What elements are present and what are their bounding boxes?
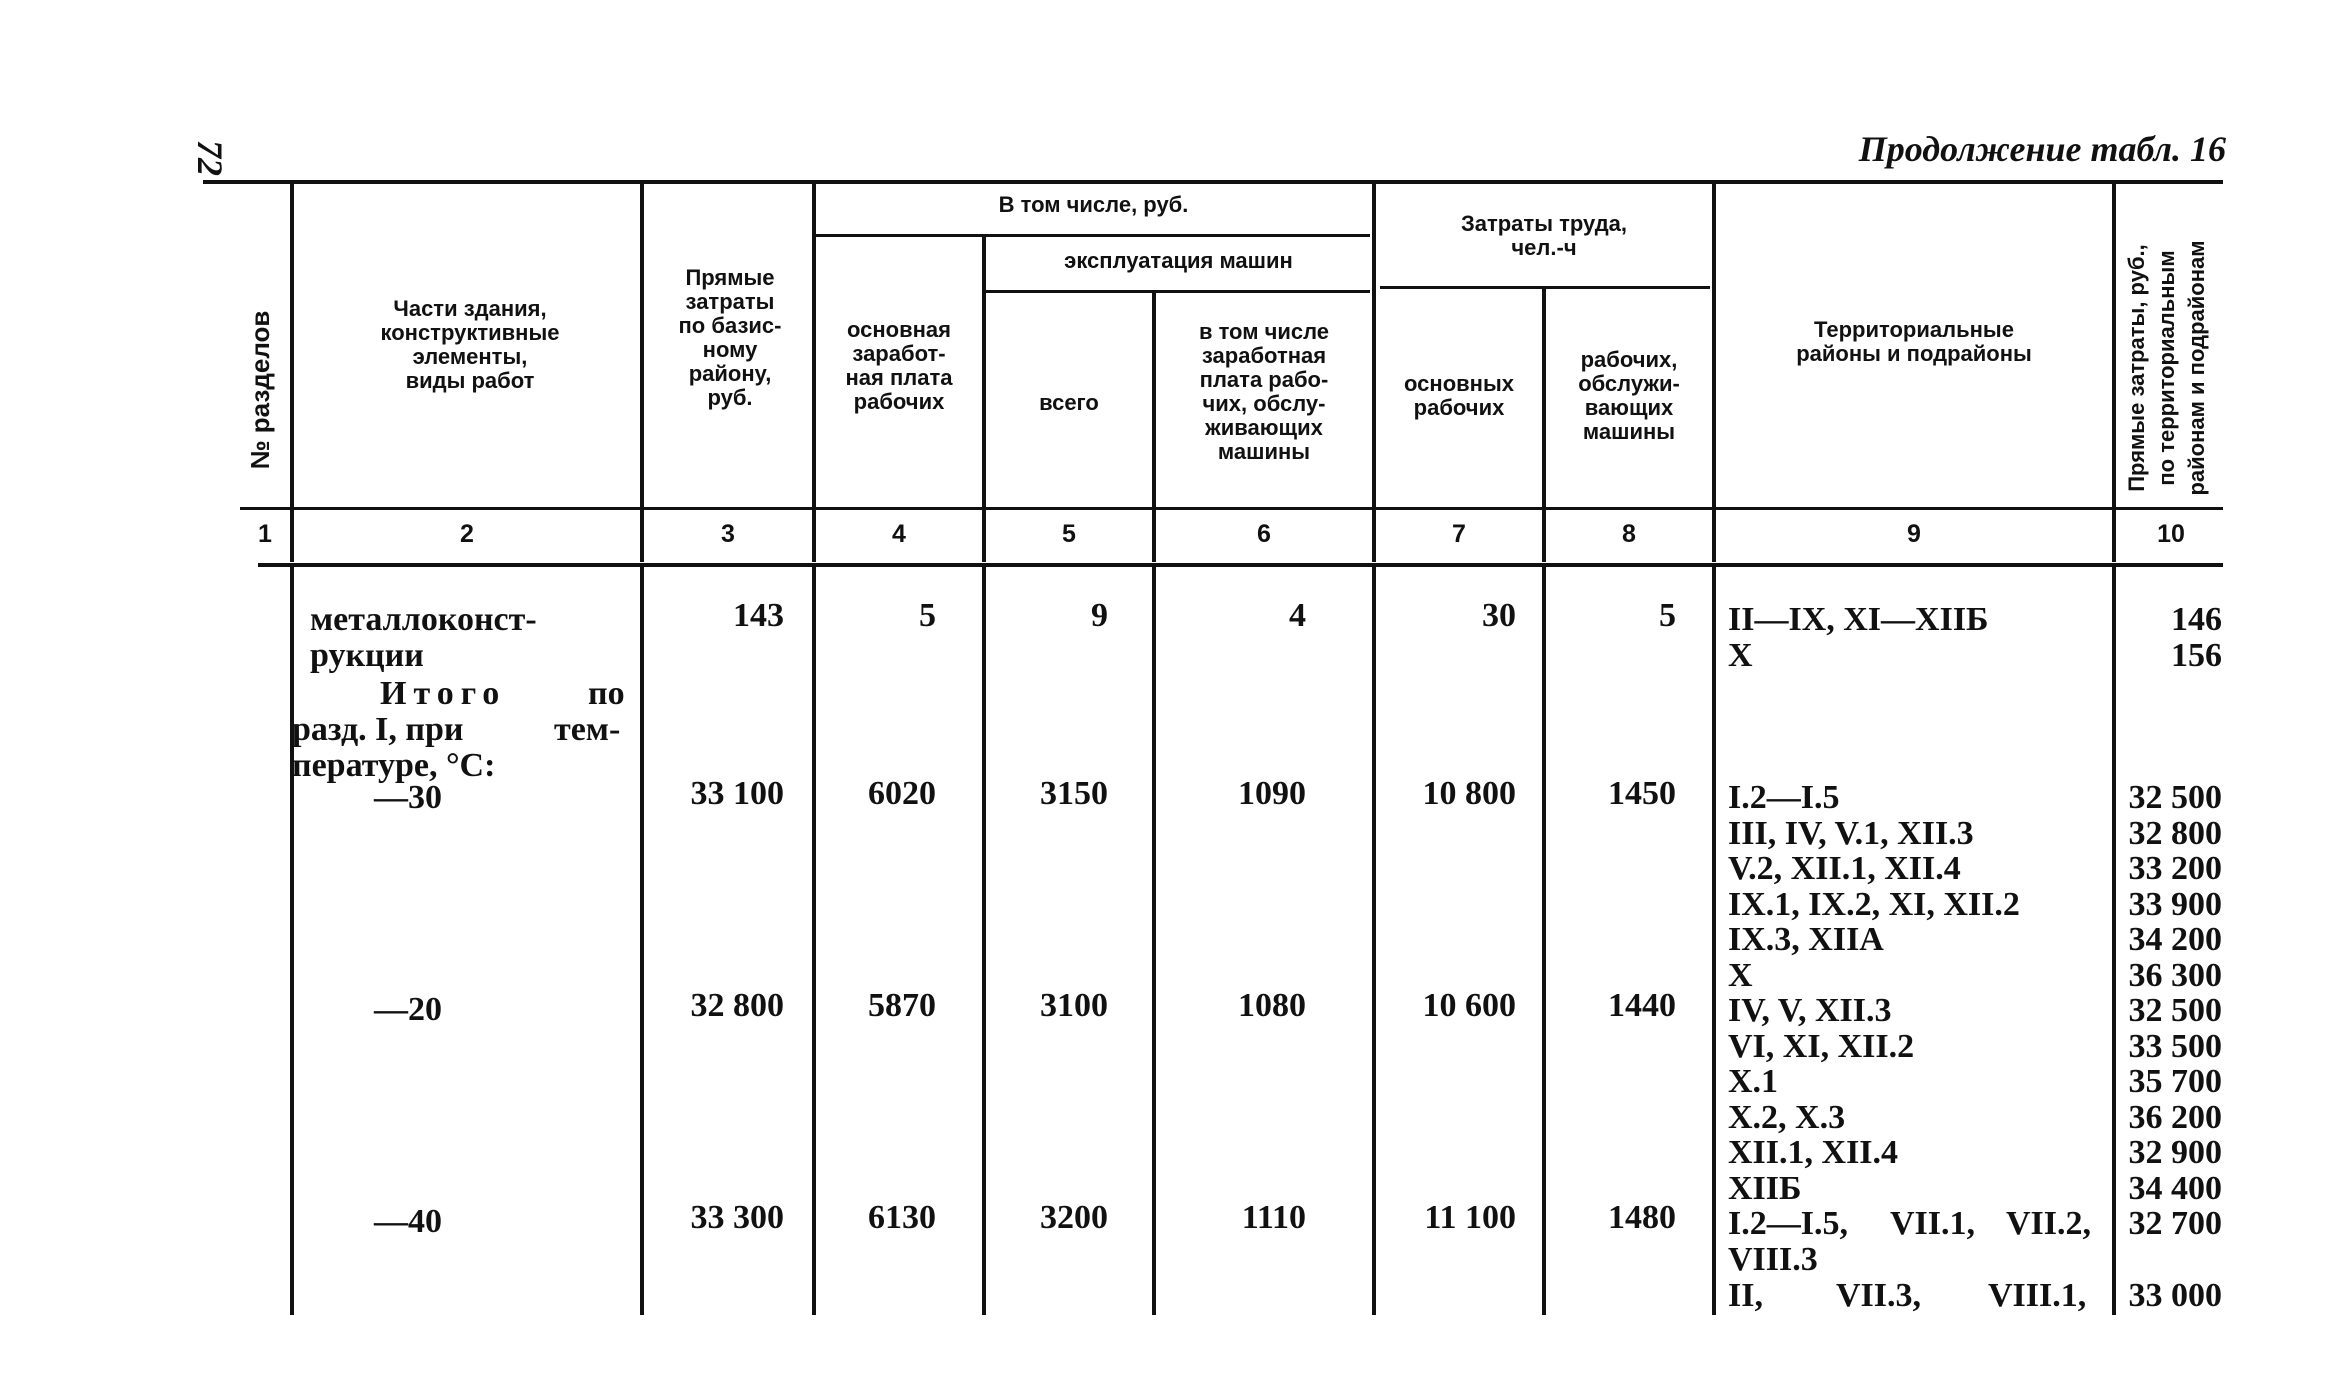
row-m40-total-1: 32 700	[2128, 1205, 2222, 1242]
row-m30-c5: 3150	[1040, 775, 1108, 812]
row-m40-district-3c: VIII.1,	[1988, 1277, 2087, 1314]
row-m40-district-1b: VII.1,	[1890, 1205, 1976, 1242]
colnum-1: 1	[258, 520, 272, 548]
header-col2: Части здания, конструктивные элементы, виды работ	[380, 296, 560, 393]
body-vrule-1	[290, 565, 294, 1315]
vrule-8	[1712, 182, 1716, 562]
header-col10: Прямые затраты, руб., по территориальным районам и подрайонам	[2124, 240, 2209, 496]
row-m40-c8: 1480	[1608, 1199, 1676, 1236]
colnum-6: 6	[1257, 520, 1271, 548]
row-metal-c3: 143	[733, 597, 784, 634]
row-m30-c4: 6020	[868, 775, 936, 812]
row-m20-temp: —20	[374, 991, 442, 1028]
group-cost-rule	[815, 234, 1370, 237]
row-m40-district-3b: VII.3,	[1836, 1277, 1922, 1314]
colnum-8: 8	[1622, 520, 1636, 548]
header-col5: всего	[1039, 390, 1099, 415]
header-col9: Территориальные районы и подрайоны	[1796, 317, 2032, 366]
colnum-9: 9	[1907, 520, 1921, 548]
row-m20-c8: 1440	[1608, 987, 1676, 1024]
row-metal-totals: 146 156	[2171, 601, 2222, 674]
row-m40-temp: —40	[374, 1203, 442, 1240]
row-m20-c3: 32 800	[690, 987, 784, 1024]
row-m30-c7: 10 800	[1422, 775, 1516, 812]
vrule-2	[640, 182, 644, 562]
itogo-label-3: пературе, °С:	[292, 747, 496, 784]
colnum-10: 10	[2157, 520, 2185, 548]
row-m20-c4: 5870	[868, 987, 936, 1024]
row-metal-c8: 5	[1659, 597, 1676, 634]
row-m20-totals: 32 500 33 500 35 700 36 200 32 900 34 400	[2128, 992, 2222, 1207]
row-m40-total-2: 33 000	[2128, 1277, 2222, 1314]
colnum-bottom-rule	[258, 563, 2223, 567]
colnum-2: 2	[460, 520, 474, 548]
row-m40-c6: 1110	[1241, 1199, 1306, 1236]
row-metal-c5: 9	[1091, 597, 1108, 634]
header-bottom-rule	[240, 507, 2223, 510]
row-m30-c6: 1090	[1238, 775, 1306, 812]
row-m20-c6: 1080	[1238, 987, 1306, 1024]
itogo-label-2b: тем-	[554, 711, 621, 748]
header-group-labor: Затраты труда, чел.-ч	[1460, 211, 1628, 260]
row-m30-temp: —30	[374, 779, 442, 816]
row-metal-name: металлоконст- рукции	[310, 601, 537, 674]
row-m40-district-1a: I.2—I.5,	[1728, 1205, 1848, 1242]
colnum-7: 7	[1452, 520, 1466, 548]
page-number: 72	[190, 140, 230, 176]
group-machines-rule	[985, 290, 1370, 293]
row-m30-c8: 1450	[1608, 775, 1676, 812]
row-m20-c5: 3100	[1040, 987, 1108, 1024]
row-m40-district-2: VIII.3	[1728, 1241, 1818, 1278]
row-metal-c4: 5	[919, 597, 936, 634]
row-m30-c3: 33 100	[690, 775, 784, 812]
colnum-4: 4	[892, 520, 906, 548]
row-m40-c3: 33 300	[690, 1199, 784, 1236]
row-m40-c5: 3200	[1040, 1199, 1108, 1236]
itogo-label-1a: Итого	[380, 675, 507, 712]
row-m40-district-3a: II,	[1728, 1277, 1763, 1314]
row-metal-c6: 4	[1289, 597, 1306, 634]
itogo-label-2a: разд. I, при	[292, 711, 464, 748]
colnum-3: 3	[721, 520, 735, 548]
header-col3: Прямые затраты по базис- ному району, руб.	[678, 265, 782, 410]
header-col6: в том числе заработная плата рабо- чих, обслу- живающих машины	[1198, 319, 1330, 464]
row-m30-districts: I.2—I.5 III, IV, V.1, XII.3 V.2, XII.1, XII.4 IX.1, IX.2, XI, XII.2 IX.3, XIIA X	[1728, 779, 2020, 994]
row-m20-districts: IV, V, XII.3 VI, XI, XII.2 X.1 X.2, X.3 XII.1, XII.4 XIIБ	[1728, 992, 1915, 1207]
table-top-rule	[203, 180, 2223, 184]
header-col1: № разделов	[245, 310, 275, 470]
header-col4: основная заработ- ная плата рабочих	[845, 317, 953, 414]
header-col8: рабочих, обслужи- вающих машины	[1578, 347, 1680, 444]
vrule-9	[2112, 182, 2116, 562]
colnum-5: 5	[1062, 520, 1076, 548]
header-group-machines: эксплуатация машин	[1064, 248, 1293, 273]
continuation-title: Продолжение табл. 16	[1858, 129, 2226, 169]
row-m30-totals: 32 500 32 800 33 200 33 900 34 200 36 300	[2128, 779, 2222, 994]
row-metal-districts: II—IX, XI—XIIБ X	[1728, 601, 1989, 674]
row-m40-district-1c: VII.2,	[2006, 1205, 2092, 1242]
row-m40-c7: 11 100	[1424, 1199, 1516, 1236]
row-metal-c7: 30	[1482, 597, 1516, 634]
row-m40-c4: 6130	[868, 1199, 936, 1236]
vrule-1	[290, 182, 294, 562]
header-col7: основных рабочих	[1404, 371, 1514, 420]
header-group-cost: В том числе, руб.	[998, 192, 1189, 217]
body-vrule-8	[1712, 565, 1716, 1315]
row-m20-c7: 10 600	[1422, 987, 1516, 1024]
itogo-label-1b: по	[588, 675, 625, 712]
